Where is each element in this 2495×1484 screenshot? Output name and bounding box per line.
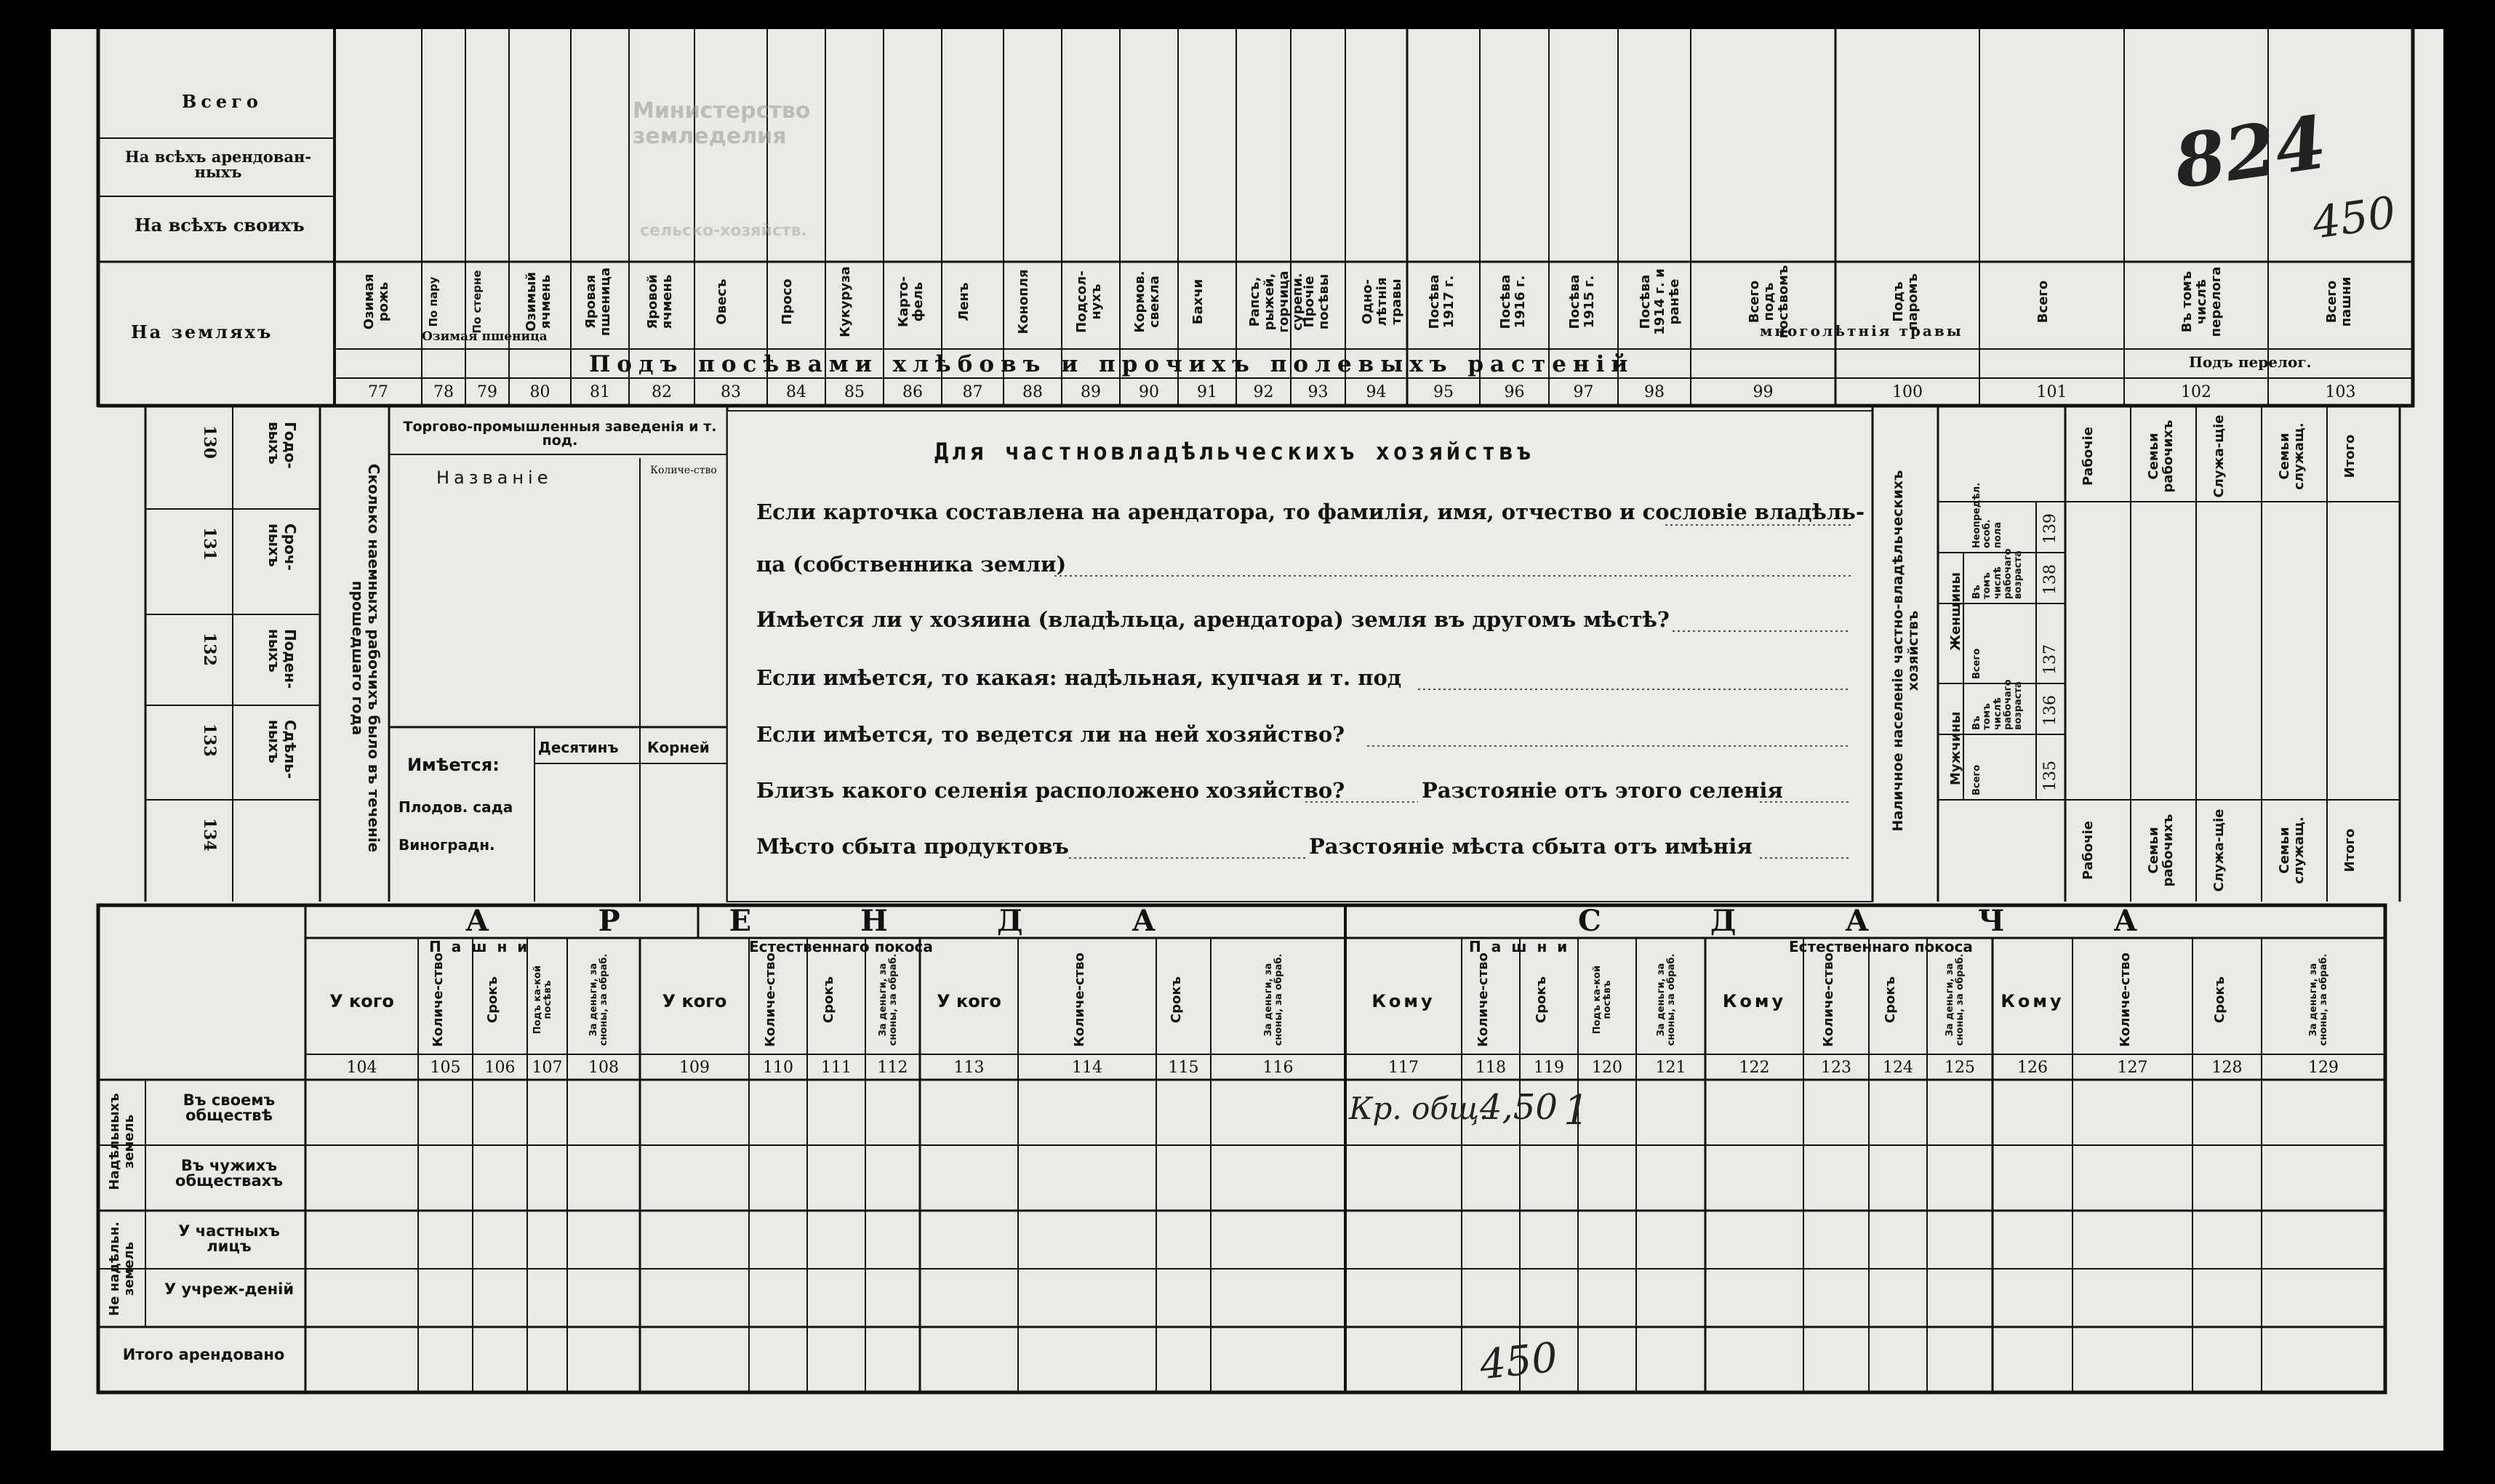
crop-col-96-number: 96 (1504, 383, 1525, 401)
crop-col-78-number: 78 (433, 383, 454, 401)
crop-col-102-number: 102 (2181, 383, 2211, 401)
korney-header: Корней (647, 739, 710, 756)
lease-col-106-number: 106 (484, 1059, 516, 1077)
lease-row-4-label: Итого арендовано (122, 1346, 285, 1363)
population-col-4-top: Итого (2342, 434, 2358, 478)
lease-col-121-header: За деньги, за сноны, за обраб. (1655, 953, 1677, 1046)
crop-col-99-label: Всего подъ посѣвомъ (1746, 265, 1791, 339)
lease-col-118-header: Количе-ство (1475, 952, 1491, 1047)
handwritten-komu: Кр. общ. (1349, 1091, 1489, 1126)
population-col-1-bottom: Семьи рабочихъ (2146, 814, 2176, 887)
hired-row-132-number: 132 (200, 633, 219, 666)
lease-col-120-number: 120 (1592, 1059, 1622, 1077)
row-na-vseh-arend: На всѣхъ арендован-ныхъ (124, 148, 312, 181)
lease-col-122-header: Кому (1722, 991, 1787, 1011)
crop-col-86-number: 86 (902, 383, 923, 401)
population-title: Наличное населеніе частно-владѣльческихъ хозяйствъ (1890, 470, 1921, 832)
lease-col-127-header: Количе-ство (2117, 952, 2133, 1047)
crop-col-95-number: 95 (1433, 383, 1454, 401)
sdacha-estestv: Естественнаго покоса (1789, 938, 1973, 955)
lease-col-108-header: За деньги, за сноны, за обраб. (588, 953, 610, 1046)
lease-col-116-header: За деньги, за сноны, за обраб. (1262, 953, 1284, 1046)
crop-col-95-label: Посѣва 1917 г. (1427, 274, 1457, 329)
lease-row-0-label: Въ своемъ обществѣ (183, 1091, 276, 1124)
crop-col-83-number: 83 (721, 383, 741, 401)
crop-col-102-label: Въ томъ числѣ перелога (2179, 266, 2224, 337)
crop-col-94-number: 94 (1366, 383, 1387, 401)
handwritten-kolichestvo: 4,50 (1480, 1087, 1558, 1128)
lease-col-115-number: 115 (1168, 1059, 1199, 1077)
private-line-2: ца (собственника земли) (756, 552, 1067, 577)
handwritten-450-bottom: 450 (1477, 1333, 1560, 1389)
crop-col-77-number: 77 (368, 383, 388, 401)
crop-col-87-number: 87 (962, 383, 983, 401)
private-line-5: Если имѣется, то ведется ли на ней хозяйство? (756, 722, 1345, 747)
crop-col-88-number: 88 (1022, 383, 1043, 401)
pod-posevami-banner: Подъ посѣвами хлѣбовъ и прочихъ полевыхъ растеній (589, 351, 1635, 377)
private-line-3: Имѣется ли у хозяина (владѣльца, арендатора) земля въ другомъ мѣстѣ? (756, 607, 1670, 632)
hired-row-130-number: 130 (200, 425, 219, 459)
lease-col-107-number: 107 (532, 1059, 563, 1077)
crop-col-103-label: Всего пашни (2323, 276, 2354, 327)
private-line-4: Если имѣется, то какая: надѣльная, купчая и т. под (756, 665, 1402, 690)
population-row-136-number: 136 (2041, 695, 2059, 726)
lease-col-114-header: Количе-ство (1072, 952, 1087, 1047)
lease-col-106-header: Срокъ (484, 976, 500, 1024)
crop-col-100-number: 100 (1892, 383, 1923, 401)
ministry-stamp-sub: сельско-хозяйств. (640, 222, 807, 240)
population-row-135-label: Всего (1971, 764, 1982, 795)
lease-col-105-header: Количе-ство (430, 952, 446, 1047)
arenda-pashni: Пашни (429, 938, 538, 955)
lease-col-126-number: 126 (2017, 1059, 2048, 1077)
population-row-138-label: Въ томъ числѣ рабочаго возраста (1971, 548, 2025, 599)
plodov-sada-label: Плодов. сада (399, 798, 513, 816)
crop-col-84-number: 84 (786, 383, 806, 401)
population-row-139-label: Неопредѣл. особ. пола (1971, 482, 2003, 548)
crop-col-87-label: Ленъ (956, 282, 972, 321)
crop-col-96-label: Посѣва 1916 г. (1497, 274, 1528, 329)
lease-col-119-header: Срокъ (1534, 976, 1549, 1024)
trade-qty-header: Количе-ство (650, 465, 717, 476)
lease-col-112-header: За деньги, за сноны, за обраб. (877, 953, 899, 1046)
hired-row-133-number: 133 (200, 723, 219, 757)
crop-col-82-label: Яровой ячмень (645, 274, 675, 329)
lease-col-129-number: 129 (2308, 1059, 2339, 1077)
hired-row-131-label: Сроч-ныхъ (265, 524, 299, 571)
lease-col-118-number: 118 (1475, 1059, 1506, 1077)
population-col-3-bottom: Семьи служащ. (2277, 817, 2307, 884)
crop-col-101-label: Всего (2035, 280, 2051, 324)
crop-col-86-label: Карто-фель (896, 276, 926, 328)
hired-row-132-label: Поден-ныхъ (265, 629, 299, 689)
handwritten-srok: 1 (1563, 1087, 1590, 1134)
lease-col-126-header: Кому (2001, 991, 2065, 1011)
lease-col-105-number: 105 (430, 1059, 461, 1077)
crop-col-93-label: Прочіе посѣвы (1301, 273, 1331, 330)
lease-col-109-header: У кого (662, 991, 727, 1011)
crop-col-94-label: Одно-лѣтнія травы (1359, 277, 1404, 326)
handwritten-450-top: 450 (2309, 187, 2399, 249)
population-col-1-top: Семьи рабочихъ (2146, 420, 2176, 493)
ozimaya-pshenitsa-label: Озимая пшеница (422, 329, 548, 344)
crop-col-92-number: 92 (1253, 383, 1274, 401)
row-na-vseh-svoih: На всѣхъ своихъ (135, 214, 305, 236)
crop-col-80-number: 80 (529, 383, 550, 401)
population-col-4-bottom: Итого (2342, 828, 2358, 873)
lease-col-114-number: 114 (1072, 1059, 1102, 1077)
lease-col-112-number: 112 (877, 1059, 908, 1077)
row-na-zemlyah: На земляхъ (131, 321, 273, 342)
population-row-137-label: Всего (1971, 648, 1982, 679)
trade-name-header: Названіе (436, 468, 553, 488)
crop-col-97-label: Посѣва 1915 г. (1566, 274, 1597, 329)
hired-workers-caption: Сколько наемныхъ рабочихъ было въ теченіе прошедшаго года (349, 463, 383, 853)
sdacha-pashni: Пашни (1469, 938, 1578, 955)
lease-col-110-header: Количе-ство (763, 952, 778, 1047)
lease-col-104-number: 104 (346, 1059, 377, 1077)
lease-col-119-number: 119 (1534, 1059, 1564, 1077)
lease-col-109-number: 109 (679, 1059, 710, 1077)
lease-col-110-number: 110 (763, 1059, 793, 1077)
crop-col-103-number: 103 (2325, 383, 2356, 401)
ne-nadelnyh-label: Не надѣльн. земель (107, 1222, 137, 1316)
crop-col-89-number: 89 (1081, 383, 1101, 401)
vinograd-label: Виноградн. (399, 836, 495, 854)
crop-col-90-label: Кормов. свекла (1132, 270, 1162, 333)
hired-row-133-label: Сдѣль-ныхъ (265, 720, 299, 779)
crop-col-101-number: 101 (2036, 383, 2067, 401)
private-line-7b: Разстояніе мѣста сбыта отъ имѣнія (1309, 834, 1753, 859)
lease-col-113-header: У кого (937, 991, 1001, 1011)
mnogoletnie-label: многолѣтнія травы (1760, 322, 1963, 340)
crop-col-90-number: 90 (1139, 383, 1159, 401)
hired-row-131-number: 131 (200, 527, 219, 561)
lease-col-111-header: Срокъ (821, 976, 836, 1024)
lease-col-125-number: 125 (1945, 1059, 1975, 1077)
crop-col-77-label: Озимая рожь (361, 273, 391, 330)
lease-col-117-header: Кому (1371, 991, 1435, 1011)
crop-col-78-label: По пару (427, 276, 440, 327)
population-row-135-number: 135 (2041, 761, 2059, 791)
lease-col-128-number: 128 (2211, 1059, 2243, 1077)
lease-row-1-label: Въ чужихъ обществахъ (175, 1157, 283, 1190)
crop-col-100-label: Подъ паромъ (1891, 273, 1921, 331)
lease-col-113-number: 113 (953, 1059, 985, 1077)
lease-col-122-number: 122 (1739, 1059, 1770, 1077)
lease-col-123-header: Количе-ство (1821, 952, 1836, 1047)
population-col-0-top: Рабочіе (2080, 427, 2096, 486)
crop-col-97-number: 97 (1573, 383, 1594, 401)
lease-col-127-number: 127 (2117, 1059, 2148, 1077)
crop-col-92-label: Рапсъ, рыжей, горчица сурепи. (1246, 270, 1305, 333)
crop-col-85-number: 85 (844, 383, 865, 401)
lease-col-121-number: 121 (1655, 1059, 1686, 1077)
trade-title: Торгово-промышленныя заведенія и т. под. (403, 419, 717, 449)
private-title: Для частновладѣльческихъ хозяйствъ (934, 438, 1535, 465)
crop-col-84-label: Просо (780, 278, 795, 325)
lease-col-129-header: За деньги, за сноны, за обраб. (2308, 953, 2330, 1046)
crop-col-98-label: Посѣва 1914 г. и ранѣе (1638, 268, 1682, 335)
lease-col-107-header: Подъ ка-кой посѣвъ (532, 965, 553, 1035)
arenda-estestv: Естественнаго покоса (749, 938, 933, 955)
zhenshchiny-label: Женщины (1948, 572, 1963, 651)
lease-col-117-number: 117 (1388, 1059, 1419, 1077)
crop-col-83-label: Овесъ (714, 278, 729, 325)
population-row-138-number: 138 (2041, 564, 2059, 595)
lease-col-108-number: 108 (588, 1059, 619, 1077)
imeetsya-label: Имѣется: (407, 755, 500, 775)
lease-col-111-number: 111 (821, 1059, 852, 1077)
lease-col-120-header: Подъ ка-кой посѣвъ (1592, 965, 1614, 1035)
crop-col-88-label: Конопля (1016, 269, 1031, 334)
lease-col-116-number: 116 (1262, 1059, 1294, 1077)
crop-col-82-number: 82 (652, 383, 672, 401)
row-vsego: Всего (182, 91, 263, 112)
private-line-7a: Мѣсто сбыта продуктовъ (756, 834, 1069, 859)
crop-col-81-label: Яровая пшеница (583, 267, 613, 337)
crop-col-89-label: Подсол-нухъ (1074, 270, 1104, 333)
crop-col-85-label: Кукуруза (838, 266, 853, 337)
population-col-3-top: Семьи служащ. (2277, 422, 2307, 490)
lease-col-125-header: За деньги, за сноны, за обраб. (1945, 953, 1966, 1046)
population-row-139-number: 139 (2041, 513, 2059, 544)
lease-row-2-label: У частныхъ лицъ (178, 1222, 280, 1255)
crop-col-93-number: 93 (1307, 383, 1329, 401)
private-line-6b: Разстояніе отъ этого селенія (1422, 778, 1783, 803)
crop-col-79-number: 79 (477, 383, 497, 401)
crop-col-81-number: 81 (590, 383, 610, 401)
hired-row-134-number: 134 (200, 818, 219, 851)
desyatin-header: Десятинъ (538, 739, 619, 756)
pod-pereleg-label: Подъ перелог. (2189, 353, 2312, 371)
handwritten-card-number: 824 (2168, 99, 2331, 205)
population-col-2-top: Служа-щіе (2211, 414, 2227, 498)
arenda-title: АРЕНДА (465, 904, 1265, 938)
hired-row-130-label: Годо-выхъ (265, 422, 299, 469)
nadelnyh-zemel-label: Надѣльныхъ земель (107, 1093, 137, 1190)
sdacha-title: СДАЧА (1578, 904, 2247, 938)
population-row-136-label: Въ томъ числѣ рабочаго возраста (1971, 679, 2025, 730)
lease-row-3-label: У учреж-деній (164, 1280, 295, 1298)
crop-col-91-label: Бахчи (1190, 278, 1206, 325)
lease-col-104-header: У кого (329, 991, 394, 1011)
ministry-stamp: Министерство земледелия (633, 98, 811, 149)
private-line-1: Если карточка составлена на арендатора, то фамилія, имя, отчество и сословіе владѣль- (756, 500, 1865, 524)
crop-col-99-number: 99 (1753, 383, 1774, 401)
muzhchiny-label: Мужчины (1948, 711, 1963, 785)
lease-col-128-header: Срокъ (2211, 976, 2227, 1024)
population-col-2-bottom: Служа-щіе (2211, 809, 2227, 892)
crop-col-91-number: 91 (1197, 383, 1217, 401)
private-line-6a: Близъ какого селенія расположено хозяйство? (756, 778, 1345, 803)
crop-col-80-label: Озимый ячмень (523, 272, 553, 332)
population-col-0-bottom: Рабочіе (2080, 821, 2096, 881)
crop-col-98-number: 98 (1644, 383, 1665, 401)
population-row-137-number: 137 (2041, 644, 2059, 675)
lease-col-124-header: Срокъ (1883, 976, 1898, 1024)
crop-col-79-label: По стерне (470, 270, 484, 334)
lease-col-123-number: 123 (1821, 1059, 1851, 1077)
lease-col-124-number: 124 (1883, 1059, 1913, 1077)
lease-col-115-header: Срокъ (1168, 976, 1184, 1024)
